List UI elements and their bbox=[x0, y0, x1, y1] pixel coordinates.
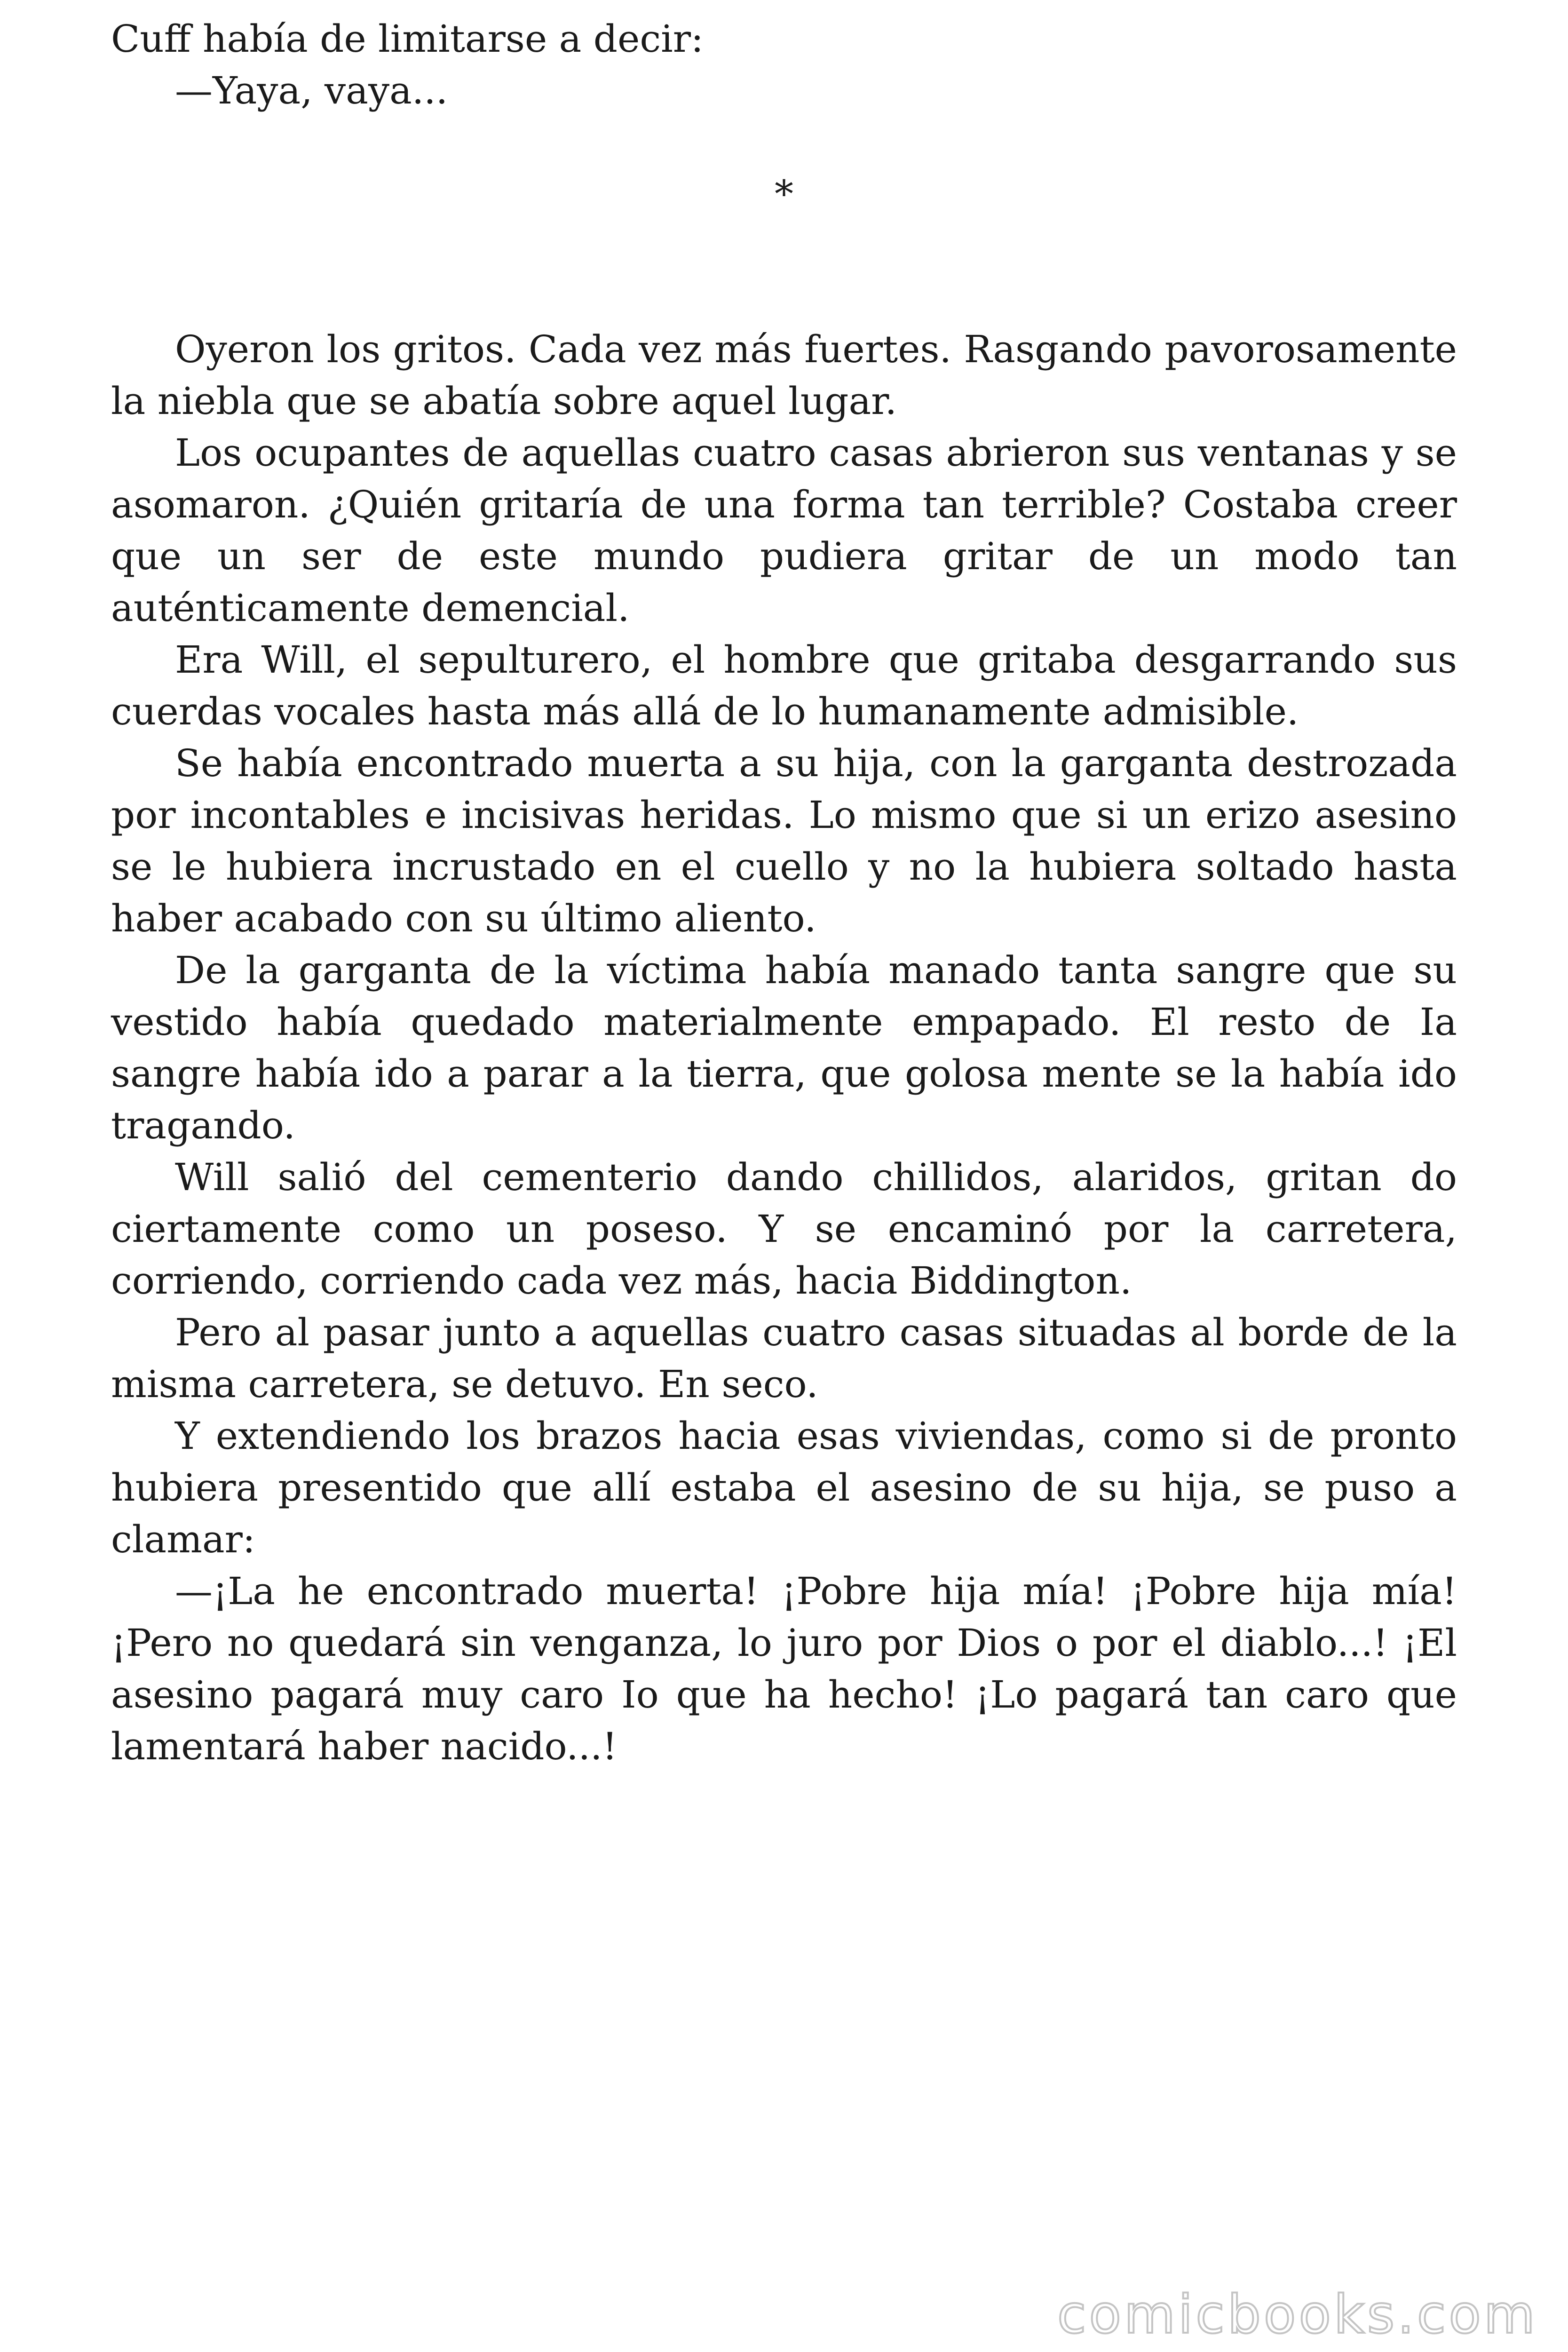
paragraph: Era Will, el sepulturero, el hombre que gritaba desgarrando sus cuerdas vocales hasta más allá de lo humanamente admisible. bbox=[111, 638, 1457, 733]
section-separator: * bbox=[775, 172, 793, 216]
paragraph: Oyeron los gritos. Cada vez más fuertes. Rasgando pavorosamente la niebla que se abatía sobre aquel lugar. bbox=[111, 327, 1457, 423]
paragraph: Los ocupantes de aquellas cuatro casas abrieron sus ventanas y se asomaron. ¿Quién gritaría de una forma tan terrible? Costaba creer que un ser de este mundo pudiera gritar de un modo tan auténticamente demencial. bbox=[111, 431, 1457, 630]
paragraph: Pero al pasar junto a aquellas cuatro casas situadas al borde de la misma carretera, se detuvo. En seco. bbox=[111, 1311, 1457, 1406]
opening-line-narration: Cuff había de limitarse a decir: bbox=[111, 17, 704, 61]
paragraph: Will salió del cementerio dando chillidos, alaridos, gritan do ciertamente como un poseso. Y se encaminó por la carretera, corriendo, corriendo cada vez más, hacia Biddington. bbox=[111, 1155, 1457, 1303]
watermark-logo: comicbooks.com bbox=[1057, 2284, 1538, 2345]
paragraph: Se había encontrado muerta a su hija, con la garganta destrozada por incontables e incisivas heridas. Lo mismo que si un erizo asesino se le hubiera incrustado en el cuello y no la hubiera soltado hasta haber acabado con su último aliento. bbox=[111, 741, 1457, 940]
paragraph: De la garganta de la víctima había manado tanta sangre que su vestido había quedado materialmente empapado. El resto de Ia sangre había ido a parar a la tierra, que golosa mente se la había ido tragando. bbox=[111, 948, 1457, 1147]
paragraph-dialogue: —¡La he encontrado muerta! ¡Pobre hija mía! ¡Pobre hija mía! ¡Pero no quedará sin venganza, lo juro por Dios o por el diablo...! ¡El asesino pagará muy caro Io que ha hecho! ¡Lo pagará tan caro que lamentará haber nacido...! bbox=[111, 1569, 1457, 1768]
page-body bbox=[111, 13, 1457, 1772]
paragraph: Y extendiendo los brazos hacia esas viviendas, como si de pronto hubiera presentido que allí estaba el asesino de su hija, se puso a clamar: bbox=[111, 1414, 1457, 1561]
opening-line-dialogue: —Yaya, vaya... bbox=[175, 69, 448, 112]
